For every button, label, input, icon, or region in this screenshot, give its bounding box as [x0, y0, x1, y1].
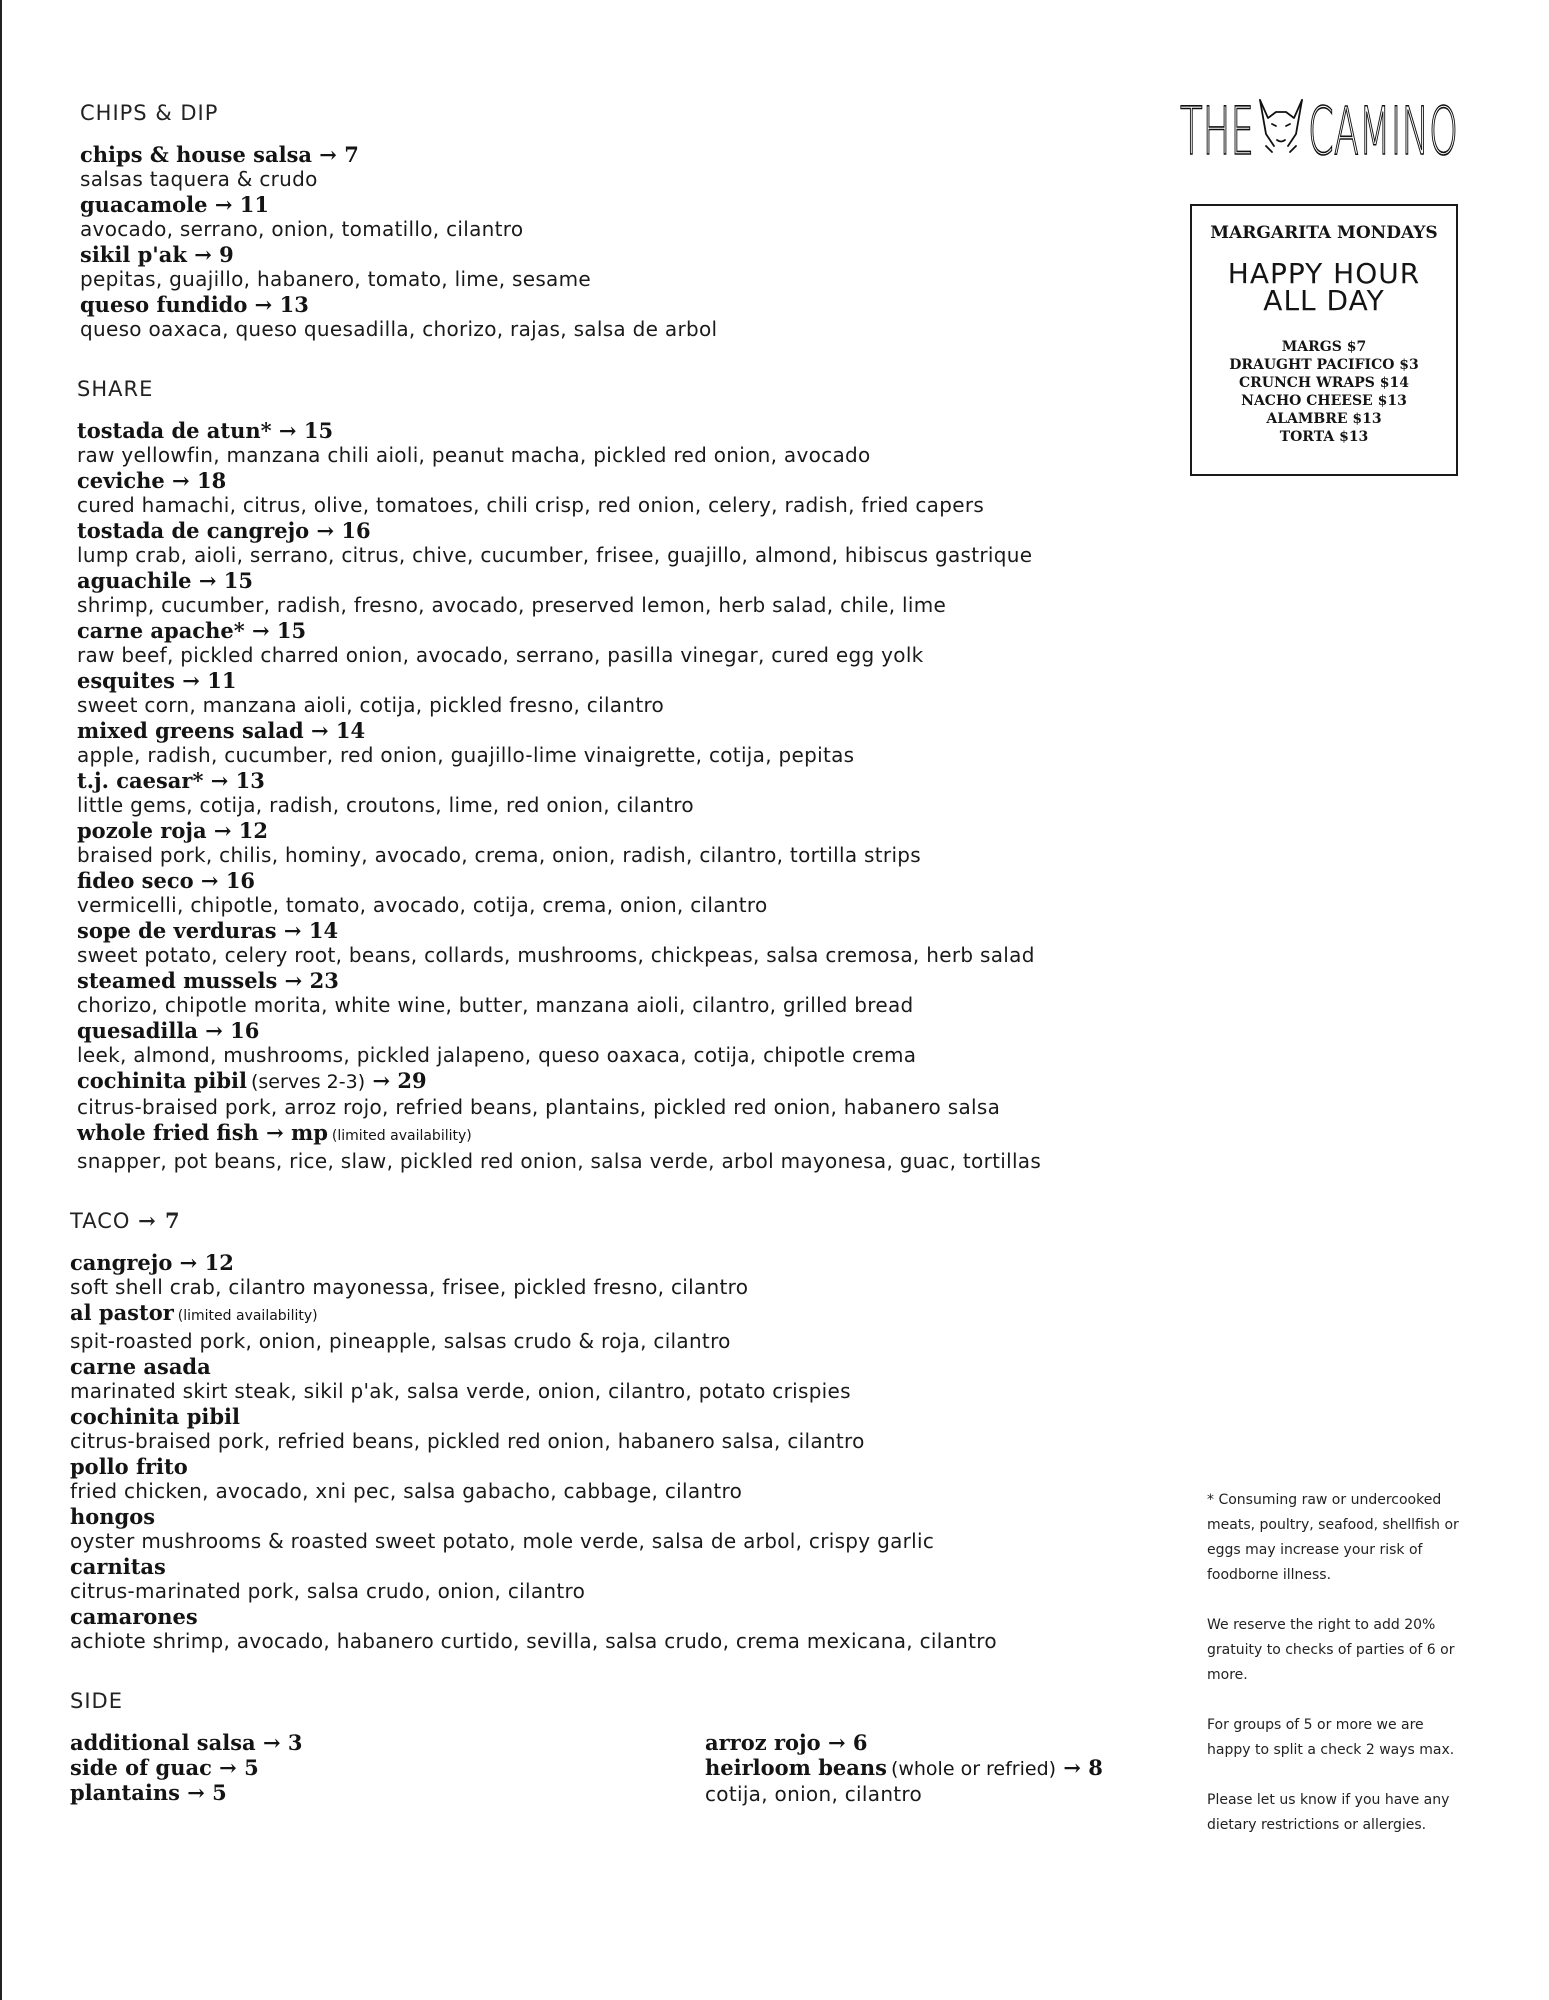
side-item: plantains → 5	[70, 1780, 227, 1805]
side-column-left	[70, 1730, 705, 1807]
item-description: chorizo, chipotle morita, white wine, butter, manzana aioli, cilantro, grilled bread	[77, 993, 914, 1017]
menu-item	[77, 418, 1170, 468]
item-description: braised pork, chilis, hominy, avocado, crema, onion, radish, cilantro, tortilla strips	[77, 843, 922, 867]
menu-item	[80, 242, 1170, 292]
item-name: cochinita pibil	[70, 1404, 240, 1429]
item-description: lump crab, aioli, serrano, citrus, chive, cucumber, frisee, guajillo, almond, hibiscus gastrique	[77, 543, 1033, 567]
section-share	[77, 376, 1170, 1174]
menu-item	[77, 1018, 1170, 1068]
item-name: tostada de cangrejo → 16	[77, 518, 371, 543]
item-name: quesadilla → 16	[77, 1018, 260, 1043]
item-description: raw yellowfin, manzana chili aioli, peanut macha, pickled red onion, avocado	[77, 443, 871, 467]
item-description: raw beef, pickled charred onion, avocado, serrano, pasilla vinegar, cured egg yolk	[77, 643, 924, 667]
item-name: fideo seco → 16	[77, 868, 256, 893]
section-title: SIDE	[70, 1689, 123, 1713]
menu-item	[77, 768, 1170, 818]
happy-hour-headline: HAPPY HOUR ALL DAY	[1227, 257, 1421, 317]
item-name: carnitas	[70, 1554, 166, 1579]
side-item: arroz rojo → 6	[705, 1730, 868, 1755]
item-description: achiote shrimp, avocado, habanero curtido, sevilla, salsa crudo, crema mexicana, cilantro	[70, 1629, 997, 1653]
item-description: apple, radish, cucumber, red onion, guajillo-lime vinaigrette, cotija, pepitas	[77, 743, 855, 767]
section-taco	[70, 1208, 1170, 1654]
item-description: citrus-braised pork, refried beans, pickled red onion, habanero salsa, cilantro	[70, 1429, 865, 1453]
item-description: avocado, serrano, onion, tomatillo, cilantro	[80, 217, 524, 241]
menu-item	[77, 1068, 1170, 1120]
item-description: fried chicken, avocado, xni pec, salsa gabacho, cabbage, cilantro	[70, 1479, 743, 1503]
item-description: salsas taquera & crudo	[80, 167, 318, 191]
menu-item	[77, 868, 1170, 918]
item-name: sikil p'ak → 9	[80, 242, 234, 267]
item-name: guacamole → 11	[80, 192, 269, 217]
side-item: additional salsa → 3	[70, 1730, 303, 1755]
logo-text-camino: CAMINO	[1308, 93, 1458, 160]
menu-item	[70, 1454, 1170, 1504]
menu-item	[77, 818, 1170, 868]
page-left-border	[0, 0, 2, 2000]
item-name: ceviche → 18	[77, 468, 227, 493]
section-side	[70, 1688, 1170, 1807]
item-name: sope de verduras → 14	[77, 918, 339, 943]
raw-food-warning: * Consuming raw or undercooked meats, poultry, seafood, shellfish or eggs may increase your risk of foodborne illness.	[1207, 1492, 1459, 1583]
menu-notes	[1207, 1488, 1467, 1863]
menu-item	[70, 1404, 1170, 1454]
item-name: pozole roja → 12	[77, 818, 268, 843]
happy-hour-item: ALAMBRE $13	[1266, 411, 1382, 427]
menu-item	[77, 568, 1170, 618]
item-description: shrimp, cucumber, radish, fresno, avocado, preserved lemon, herb salad, chile, lime	[77, 593, 947, 617]
item-description: cured hamachi, citrus, olive, tomatoes, chili crisp, red onion, celery, radish, fried capers	[77, 493, 985, 517]
item-name: tostada de atun* → 15	[77, 418, 334, 443]
menu-item	[77, 468, 1170, 518]
menu-item	[77, 968, 1170, 1018]
section-title: SHARE	[77, 377, 154, 401]
menu-item	[70, 1554, 1170, 1604]
item-name: carne asada	[70, 1354, 211, 1379]
cat-face-icon	[1260, 100, 1302, 152]
side-column-right	[705, 1730, 1165, 1807]
item-name: al pastor (limited availability)	[70, 1300, 318, 1325]
item-name: esquites → 11	[77, 668, 237, 693]
section-title: TACO → 7	[70, 1208, 181, 1233]
split-check-note: For groups of 5 or more we are happy to split a check 2 ways max.	[1207, 1717, 1455, 1758]
item-name: whole fried fish → mp (limited availability)	[77, 1120, 472, 1145]
item-description: leek, almond, mushrooms, pickled jalapeno, queso oaxaca, cotija, chipotle crema	[77, 1043, 917, 1067]
side-item: heirloom beans (whole or refried) → 8	[705, 1755, 1103, 1780]
happy-hour-item: NACHO CHEESE $13	[1241, 393, 1407, 409]
side-item: side of guac → 5	[70, 1755, 259, 1780]
logo-text-the: THE	[1180, 93, 1254, 160]
menu-item	[77, 1120, 1170, 1174]
item-description: cotija, onion, cilantro	[705, 1782, 923, 1806]
item-name: steamed mussels → 23	[77, 968, 339, 993]
menu-item	[70, 1604, 1170, 1654]
item-name: hongos	[70, 1504, 156, 1529]
menu-item	[77, 718, 1170, 768]
item-name: carne apache* → 15	[77, 618, 307, 643]
item-description: citrus-braised pork, arroz rojo, refried beans, plantains, pickled red onion, habanero salsa	[77, 1095, 1001, 1119]
item-description: spit-roasted pork, onion, pineapple, salsas crudo & roja, cilantro	[70, 1329, 731, 1353]
menu-item	[80, 142, 1170, 192]
menu-item	[70, 1354, 1170, 1404]
item-description: queso oaxaca, queso quesadilla, chorizo, rajas, salsa de arbol	[80, 317, 718, 341]
item-price: → 8	[1063, 1755, 1103, 1780]
dietary-note: Please let us know if you have any dietary restrictions or allergies.	[1207, 1792, 1450, 1833]
item-name: queso fundido → 13	[80, 292, 309, 317]
menu-item	[77, 668, 1170, 718]
section-price: → 7	[138, 1208, 181, 1233]
item-description: snapper, pot beans, rice, slaw, pickled red onion, salsa verde, arbol mayonesa, guac, tortillas	[77, 1149, 1042, 1173]
happy-hour-box	[1190, 204, 1458, 476]
happy-hour-item: DRAUGHT PACIFICO $3	[1229, 357, 1419, 373]
menu-item	[77, 918, 1170, 968]
item-name: camarones	[70, 1604, 198, 1629]
happy-hour-list	[1192, 338, 1456, 446]
gratuity-note: We reserve the right to add 20% gratuity to checks of parties of 6 or more.	[1207, 1617, 1455, 1683]
menu-item	[70, 1300, 1170, 1354]
happy-hour-item: TORTA $13	[1279, 429, 1369, 445]
menu-item	[80, 192, 1170, 242]
the-camino-logo	[1180, 88, 1460, 160]
item-description: sweet corn, manzana aioli, cotija, pickled fresno, cilantro	[77, 693, 665, 717]
item-note: (limited availability)	[177, 1308, 318, 1324]
item-description: citrus-marinated pork, salsa crudo, onion, cilantro	[70, 1579, 586, 1603]
item-name: cochinita pibil (serves 2-3) → 29	[77, 1068, 427, 1093]
margarita-mondays-title: MARGARITA MONDAYS	[1210, 223, 1438, 243]
menu-item	[77, 518, 1170, 568]
item-price: → 29	[372, 1068, 427, 1093]
item-note: (whole or refried)	[890, 1758, 1057, 1780]
menu-item	[70, 1504, 1170, 1554]
item-description: oyster mushrooms & roasted sweet potato, mole verde, salsa de arbol, crispy garlic	[70, 1529, 935, 1553]
item-name: pollo frito	[70, 1454, 188, 1479]
item-name: mixed greens salad → 14	[77, 718, 366, 743]
item-name: t.j. caesar* → 13	[77, 768, 265, 793]
item-description: sweet potato, celery root, beans, collards, mushrooms, chickpeas, salsa cremosa, herb salad	[77, 943, 1035, 967]
item-description: little gems, cotija, radish, croutons, lime, red onion, cilantro	[77, 793, 694, 817]
menu-item	[77, 618, 1170, 668]
item-description: vermicelli, chipotle, tomato, avocado, cotija, crema, onion, cilantro	[77, 893, 768, 917]
item-description: soft shell crab, cilantro mayonessa, frisee, pickled fresno, cilantro	[70, 1275, 749, 1299]
menu-item	[80, 292, 1170, 342]
item-note: (limited availability)	[331, 1128, 472, 1144]
section-chips-and-dip	[80, 100, 1170, 342]
happy-hour-item: CRUNCH WRAPS $14	[1239, 375, 1409, 391]
happy-hour-item: MARGS $7	[1281, 339, 1367, 355]
section-title: CHIPS & DIP	[80, 101, 219, 125]
side-columns	[70, 1730, 1170, 1807]
menu-item	[70, 1250, 1170, 1300]
item-note: (serves 2-3)	[251, 1071, 366, 1093]
item-description: marinated skirt steak, sikil p'ak, salsa verde, onion, cilantro, potato crispies	[70, 1379, 851, 1403]
menu-main-column	[70, 100, 1170, 1841]
item-description: pepitas, guajillo, habanero, tomato, lime, sesame	[80, 267, 591, 291]
item-name: aguachile → 15	[77, 568, 253, 593]
item-name: cangrejo → 12	[70, 1250, 234, 1275]
item-name: chips & house salsa → 7	[80, 142, 359, 167]
